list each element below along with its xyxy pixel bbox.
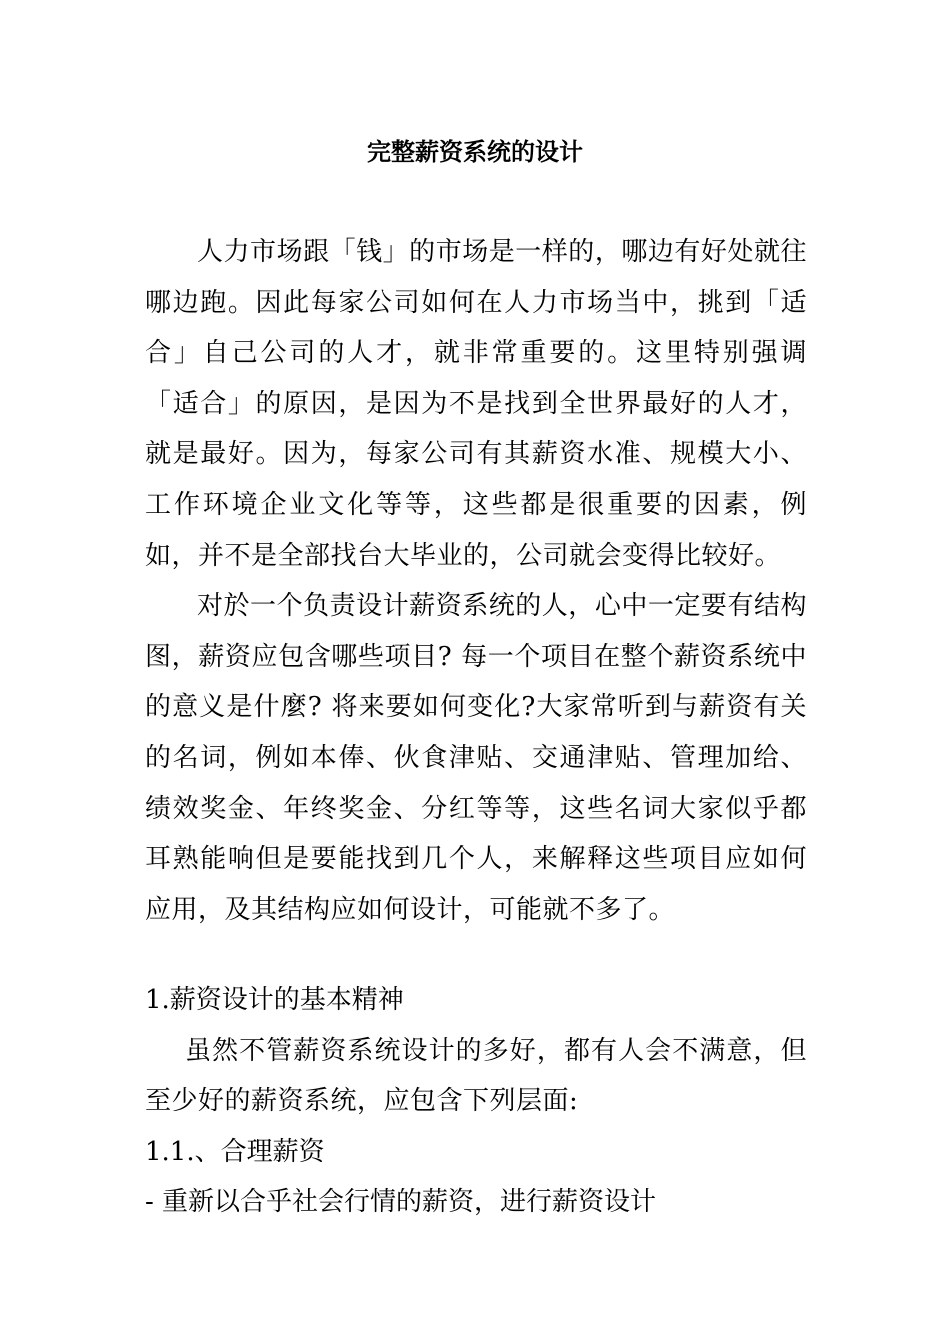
document-title: 完整薪资系统的设计 <box>367 137 583 166</box>
subsection-heading: 1.1.、合理薪资 <box>145 1136 325 1167</box>
paragraph-salary-structure: 对於一个负责设计薪资系统的人，心中一定要有结构图，薪资应包含哪些项目? 每一个项目在整个薪资系统中的意义是什麼? 将来要如何变化?大家常听到与薪资有关的名词，例如本俸、伙食津贴、交通津贴、管理加给、绩效奖金、年终奖金、分红等等，这些名词大家似乎都耳熟能响但是要能找到几个人，来解释这些项目应如何应用，及其结构应如何设计，可能就不多了。 <box>145 591 807 925</box>
section-heading: 1.薪资设计的基本精神 <box>145 985 404 1015</box>
bullet-item: - 重新以合乎社会行情的薪资，进行薪资设计 <box>145 1187 657 1218</box>
section-basic-spirit <box>145 975 807 1228</box>
intro-section <box>145 227 807 935</box>
paragraph-labor-market: 人力市场跟「钱」的市场是一样的，哪边有好处就往哪边跑。因此每家公司如何在人力市场当中，挑到「适合」自己公司的人才，就非常重要的。这里特别强调「适合」的原因，是因为不是找到全世界最好的人才，就是最好。因为，每家公司有其薪资水准、规模大小、工作环境企业文化等等，这些都是很重要的因素，例如，并不是全部找台大毕业的，公司就会变得比较好。 <box>145 237 807 571</box>
paragraph-basic-spirit: 虽然不管薪资系统设计的多好，都有人会不满意，但至少好的薪资系统，应包含下列层面: <box>145 1035 807 1117</box>
